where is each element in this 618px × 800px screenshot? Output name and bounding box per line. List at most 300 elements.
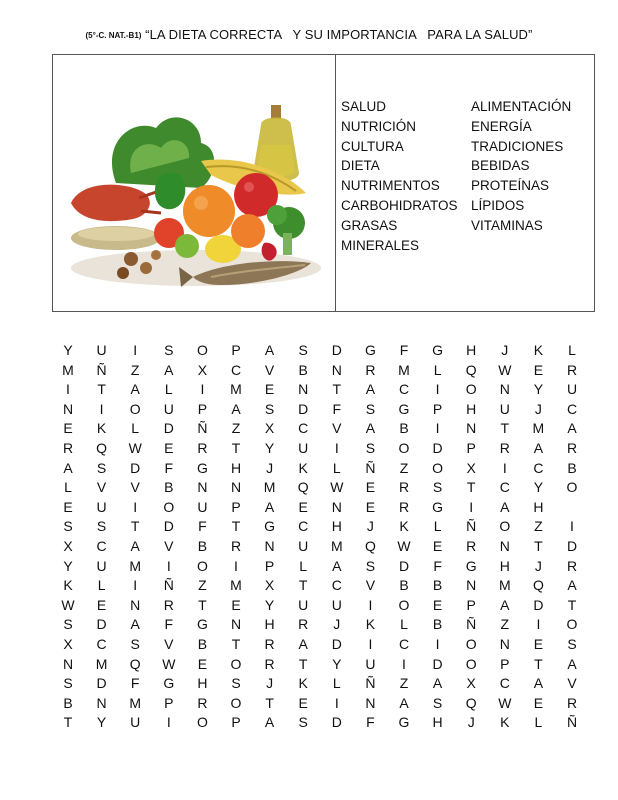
grid-letter[interactable]: L [299,557,308,574]
grid-letter[interactable]: M [398,361,410,378]
grid-letter[interactable]: E [264,381,275,398]
grid-letter[interactable]: B [298,361,308,378]
grid-letter[interactable]: S [298,714,308,731]
grid-letter[interactable]: A [130,381,140,398]
grid-letter[interactable]: Z [231,420,241,437]
grid-letter[interactable]: H [466,342,477,358]
grid-letter[interactable]: C [230,361,242,378]
grid-letter[interactable]: N [331,361,342,378]
grid-letter[interactable]: I [435,420,440,437]
grid-letter[interactable]: J [333,616,341,633]
grid-letter[interactable]: M [129,694,142,711]
grid-letter[interactable]: F [433,557,442,574]
grid-letter[interactable]: Z [198,577,207,594]
grid-letter[interactable]: S [96,518,107,535]
grid-letter[interactable]: M [230,381,242,398]
grid-letter[interactable]: N [298,381,309,398]
grid-letter[interactable]: V [164,636,174,652]
grid-letter[interactable]: D [163,420,174,437]
grid-letter[interactable]: B [197,636,208,652]
grid-letter[interactable]: S [63,616,73,633]
grid-letter[interactable]: D [130,459,141,476]
grid-letter[interactable]: X [466,459,476,476]
grid-letter[interactable]: Ñ [466,518,477,535]
grid-letter[interactable]: N [466,420,477,437]
grid-letter[interactable]: A [264,498,275,515]
grid-letter[interactable]: S [264,400,275,417]
grid-letter[interactable]: T [231,518,241,535]
grid-letter[interactable]: S [365,557,376,574]
grid-letter[interactable]: J [534,557,542,574]
grid-letter[interactable]: K [533,342,544,358]
grid-letter[interactable]: C [298,518,309,535]
grid-letter[interactable]: Q [96,440,108,456]
grid-letter[interactable]: K [298,459,308,476]
grid-letter[interactable]: Q [364,538,376,554]
grid-letter[interactable]: S [298,342,308,358]
grid-letter[interactable]: N [264,538,275,554]
grid-letter[interactable]: D [331,342,342,358]
grid-letter[interactable]: O [465,655,477,672]
grid-letter[interactable]: Q [297,479,309,496]
grid-letter[interactable]: P [197,400,208,417]
grid-letter[interactable]: T [231,636,241,652]
grid-letter[interactable]: K [96,420,107,437]
grid-letter[interactable]: B [399,577,409,594]
grid-letter[interactable]: D [398,557,410,574]
grid-letter[interactable]: I [99,400,104,417]
grid-letter[interactable]: R [163,596,174,613]
grid-letter[interactable]: D [566,538,578,554]
grid-letter[interactable]: P [500,655,510,672]
grid-letter[interactable]: S [432,479,443,496]
grid-letter[interactable]: Y [264,596,275,613]
grid-letter[interactable]: J [266,675,274,692]
grid-letter[interactable]: K [63,577,73,594]
grid-letter[interactable]: O [566,616,578,633]
grid-letter[interactable]: V [264,361,275,378]
grid-letter[interactable]: U [163,400,174,417]
grid-letter[interactable]: E [432,538,443,554]
grid-letter[interactable]: R [398,479,410,496]
grid-letter[interactable]: F [332,400,342,417]
grid-letter[interactable]: S [231,675,241,692]
grid-letter[interactable]: V [332,420,342,437]
grid-letter[interactable]: H [499,557,510,574]
grid-letter[interactable]: V [130,479,140,496]
grid-letter[interactable]: U [130,714,141,731]
grid-letter[interactable]: F [198,518,207,535]
grid-letter[interactable]: I [435,636,440,652]
grid-letter[interactable]: J [534,400,542,417]
grid-letter[interactable]: I [166,714,171,731]
grid-letter[interactable]: O [432,459,444,476]
grid-letter[interactable]: I [368,596,373,613]
grid-letter[interactable]: N [96,694,107,711]
grid-letter[interactable]: K [298,675,308,692]
grid-letter[interactable]: A [365,420,376,437]
grid-letter[interactable]: N [499,538,510,554]
grid-letter[interactable]: P [432,400,443,417]
grid-letter[interactable]: I [435,381,440,398]
grid-letter[interactable]: U [197,498,208,515]
grid-letter[interactable]: C [96,538,107,554]
grid-letter[interactable]: U [365,655,376,672]
grid-letter[interactable]: I [402,655,406,672]
grid-letter[interactable]: L [131,420,140,437]
grid-letter[interactable]: N [230,479,242,496]
grid-letter[interactable]: I [200,381,205,398]
grid-letter[interactable]: A [264,342,275,358]
grid-letter[interactable]: E [96,596,107,613]
grid-letter[interactable]: P [164,694,174,711]
grid-letter[interactable]: G [432,342,444,358]
grid-letter[interactable]: O [398,440,410,456]
grid-letter[interactable]: I [334,694,339,711]
grid-letter[interactable]: Z [130,361,140,378]
grid-letter[interactable]: Q [532,577,544,594]
grid-letter[interactable]: I [502,459,507,476]
grid-letter[interactable]: R [298,616,309,633]
grid-letter[interactable]: R [398,498,410,515]
grid-letter[interactable]: Z [399,675,409,692]
grid-letter[interactable]: P [231,342,241,358]
grid-letter[interactable]: G [398,400,410,417]
grid-letter[interactable]: G [196,616,208,633]
grid-letter[interactable]: L [433,361,442,378]
grid-letter[interactable]: O [129,400,141,417]
grid-letter[interactable]: I [166,557,171,574]
grid-letter[interactable]: U [96,342,107,358]
grid-letter[interactable]: B [197,538,208,554]
grid-letter[interactable]: U [96,557,107,574]
grid-letter[interactable]: N [499,636,510,652]
grid-letter[interactable]: M [62,361,74,378]
grid-letter[interactable]: U [331,596,342,613]
grid-letter[interactable]: U [96,498,107,515]
grid-letter[interactable]: Y [96,714,107,731]
grid-letter[interactable]: Ñ [566,714,578,731]
grid-letter[interactable]: C [566,400,578,417]
grid-letter[interactable]: S [365,440,376,456]
grid-letter[interactable]: L [332,459,341,476]
grid-letter[interactable]: O [196,557,208,574]
grid-letter[interactable]: R [264,636,275,652]
grid-letter[interactable]: T [265,694,274,711]
grid-letter[interactable]: O [163,498,175,515]
grid-letter[interactable]: S [365,400,376,417]
grid-letter[interactable]: B [432,616,443,633]
grid-letter[interactable]: R [499,440,510,456]
grid-letter[interactable]: I [66,381,70,398]
grid-letter[interactable]: G [364,342,376,358]
grid-letter[interactable]: I [368,636,373,652]
grid-letter[interactable]: O [465,381,477,398]
grid-letter[interactable]: Ñ [197,420,208,437]
grid-letter[interactable]: L [433,518,442,535]
grid-letter[interactable]: A [298,636,308,652]
grid-letter[interactable]: I [133,498,138,515]
grid-letter[interactable]: Z [534,518,543,535]
grid-letter[interactable]: A [365,381,376,398]
grid-letter[interactable]: A [500,596,510,613]
grid-letter[interactable]: N [499,381,510,398]
grid-letter[interactable]: L [332,675,341,692]
grid-letter[interactable]: Y [533,381,544,398]
grid-letter[interactable]: P [466,440,476,456]
grid-letter[interactable]: R [566,440,578,456]
grid-letter[interactable]: I [133,342,138,358]
grid-letter[interactable]: C [499,675,510,692]
grid-letter[interactable]: H [533,498,544,515]
grid-letter[interactable]: G [196,459,208,476]
grid-letter[interactable]: C [398,381,410,398]
grid-letter[interactable]: A [399,694,409,711]
grid-letter[interactable]: T [198,596,207,613]
grid-letter[interactable]: O [196,714,208,731]
grid-letter[interactable]: Y [332,655,342,672]
grid-letter[interactable]: J [266,459,274,476]
grid-letter[interactable]: O [230,655,242,672]
grid-letter[interactable]: S [96,459,107,476]
grid-letter[interactable]: L [534,714,543,731]
grid-letter[interactable]: U [298,596,309,613]
grid-letter[interactable]: D [96,616,107,633]
grid-letter[interactable]: I [334,440,339,456]
grid-letter[interactable]: T [298,655,308,672]
grid-letter[interactable]: E [365,479,376,496]
grid-letter[interactable]: K [500,714,510,731]
grid-letter[interactable]: Ñ [96,361,107,378]
grid-letter[interactable]: A [500,498,510,515]
grid-letter[interactable]: E [432,596,443,613]
grid-letter[interactable]: G [163,675,175,692]
grid-letter[interactable]: A [567,577,577,594]
grid-letter[interactable]: W [397,538,411,554]
grid-letter[interactable]: S [130,636,140,652]
grid-letter[interactable]: T [567,596,577,613]
grid-letter[interactable]: M [129,557,142,574]
grid-letter[interactable]: U [298,440,309,456]
grid-letter[interactable]: T [466,479,476,496]
grid-letter[interactable]: G [432,498,444,515]
grid-letter[interactable]: H [432,714,443,731]
grid-letter[interactable]: E [533,694,544,711]
grid-letter[interactable]: N [197,479,208,496]
grid-letter[interactable]: H [197,675,208,692]
grid-letter[interactable]: W [498,694,512,711]
grid-letter[interactable]: X [264,577,275,594]
grid-letter[interactable]: O [398,596,410,613]
grid-letter[interactable]: Y [533,479,544,496]
grid-letter[interactable]: Ñ [365,675,376,692]
grid-letter[interactable]: C [499,479,510,496]
grid-letter[interactable]: C [298,420,309,437]
grid-letter[interactable]: H [331,518,342,535]
grid-letter[interactable]: T [534,538,543,554]
grid-letter[interactable]: G [465,557,477,574]
grid-letter[interactable]: E [365,498,376,515]
grid-letter[interactable]: E [63,420,73,437]
grid-letter[interactable]: O [196,342,208,358]
grid-letter[interactable]: B [63,694,73,711]
grid-letter[interactable]: E [231,596,241,613]
grid-letter[interactable]: P [264,557,275,574]
grid-letter[interactable]: O [566,479,578,496]
grid-letter[interactable]: D [432,440,443,456]
grid-letter[interactable]: E [63,498,73,515]
grid-letter[interactable]: I [536,616,541,633]
grid-letter[interactable]: F [399,342,409,358]
grid-letter[interactable]: U [298,538,309,554]
grid-letter[interactable]: N [466,577,477,594]
grid-letter[interactable]: S [164,342,174,358]
grid-letter[interactable]: S [63,675,73,692]
grid-letter[interactable]: F [164,616,174,633]
grid-letter[interactable]: T [298,577,308,594]
grid-letter[interactable]: A [130,616,140,633]
grid-letter[interactable]: D [96,675,107,692]
grid-letter[interactable]: E [164,440,174,456]
grid-letter[interactable]: G [398,714,410,731]
grid-letter[interactable]: Ñ [163,577,174,594]
grid-letter[interactable]: X [63,538,73,554]
grid-letter[interactable]: X [264,420,275,437]
grid-letter[interactable]: N [230,616,242,633]
grid-letter[interactable]: E [533,361,544,378]
grid-letter[interactable]: R [566,361,578,378]
grid-letter[interactable]: I [570,518,574,535]
grid-letter[interactable]: A [231,400,241,417]
grid-letter[interactable]: R [566,694,578,711]
grid-letter[interactable]: E [197,655,208,672]
grid-letter[interactable]: R [197,694,208,711]
grid-letter[interactable]: L [64,479,72,496]
grid-letter[interactable]: R [230,538,242,554]
grid-letter[interactable]: M [263,479,276,496]
grid-letter[interactable]: W [498,361,512,378]
grid-letter[interactable]: A [567,655,577,672]
grid-letter[interactable]: O [230,694,242,711]
grid-letter[interactable]: P [231,714,241,731]
grid-letter[interactable]: T [534,655,543,672]
grid-letter[interactable]: Y [63,342,73,358]
grid-letter[interactable]: A [164,361,174,378]
grid-letter[interactable]: N [62,655,74,672]
grid-letter[interactable]: Ñ [365,459,376,476]
grid-letter[interactable]: W [128,440,142,456]
grid-letter[interactable]: C [331,577,342,594]
grid-letter[interactable]: Ñ [466,616,477,633]
grid-letter[interactable]: N [331,498,342,515]
grid-letter[interactable]: A [63,459,73,476]
grid-letter[interactable]: A [332,557,342,574]
grid-letter[interactable]: D [298,400,309,417]
grid-letter[interactable]: L [400,616,408,633]
grid-letter[interactable]: P [466,596,476,613]
grid-letter[interactable]: A [567,420,577,437]
grid-letter[interactable]: R [62,440,74,456]
grid-letter[interactable]: M [330,538,343,554]
grid-letter[interactable]: C [96,636,107,652]
grid-letter[interactable]: L [97,577,106,594]
grid-letter[interactable]: P [231,498,241,515]
grid-letter[interactable]: X [197,361,208,378]
grid-letter[interactable]: T [231,440,241,456]
grid-letter[interactable]: T [500,420,510,437]
grid-letter[interactable]: I [469,498,474,515]
grid-letter[interactable]: S [567,636,577,652]
grid-letter[interactable]: J [366,518,374,535]
grid-letter[interactable]: S [63,518,73,535]
grid-letter[interactable]: R [264,655,275,672]
grid-letter[interactable]: I [133,577,138,594]
grid-letter[interactable]: E [298,498,308,515]
grid-letter[interactable]: V [164,538,174,554]
grid-letter[interactable]: Z [500,616,510,633]
grid-letter[interactable]: M [230,577,242,594]
grid-letter[interactable]: B [432,577,443,594]
grid-letter[interactable]: W [330,479,344,496]
grid-letter[interactable]: H [230,459,242,476]
grid-letter[interactable]: E [533,636,544,652]
grid-letter[interactable]: K [399,518,409,535]
grid-letter[interactable]: N [130,596,141,613]
grid-letter[interactable]: W [162,655,176,672]
grid-letter[interactable]: W [61,596,75,613]
grid-letter[interactable]: V [96,479,107,496]
grid-letter[interactable]: R [365,361,376,378]
grid-letter[interactable]: T [332,381,342,398]
grid-letter[interactable]: F [366,714,375,731]
grid-letter[interactable]: O [465,636,477,652]
grid-letter[interactable]: C [533,459,544,476]
grid-letter[interactable]: V [365,577,376,594]
grid-letter[interactable]: L [164,381,173,398]
grid-letter[interactable]: X [466,675,476,692]
grid-letter[interactable]: G [264,518,276,535]
grid-letter[interactable]: M [498,577,511,594]
grid-letter[interactable]: A [432,675,443,692]
grid-letter[interactable]: V [567,675,577,692]
grid-letter[interactable]: D [533,596,544,613]
grid-letter[interactable]: M [95,655,108,672]
grid-letter[interactable]: M [532,420,545,437]
grid-letter[interactable]: A [130,538,140,554]
grid-letter[interactable]: U [566,381,578,398]
grid-letter[interactable]: F [164,459,174,476]
grid-letter[interactable]: Q [465,361,477,378]
grid-letter[interactable]: D [331,714,342,731]
grid-letter[interactable]: D [163,518,174,535]
grid-letter[interactable]: D [331,636,342,652]
grid-letter[interactable]: H [466,400,477,417]
grid-letter[interactable]: H [264,616,275,633]
grid-letter[interactable]: A [264,714,275,731]
grid-letter[interactable]: Y [264,440,275,456]
grid-letter[interactable]: A [533,675,544,692]
grid-letter[interactable]: R [466,538,477,554]
grid-letter[interactable]: X [63,636,73,652]
grid-letter[interactable]: U [499,400,510,417]
grid-letter[interactable]: F [130,675,140,692]
grid-letter[interactable]: O [499,518,511,535]
grid-letter[interactable]: R [566,557,578,574]
grid-letter[interactable]: B [399,420,409,437]
grid-letter[interactable]: Y [63,557,73,574]
grid-letter[interactable]: T [130,518,140,535]
grid-letter[interactable]: Q [465,694,477,711]
